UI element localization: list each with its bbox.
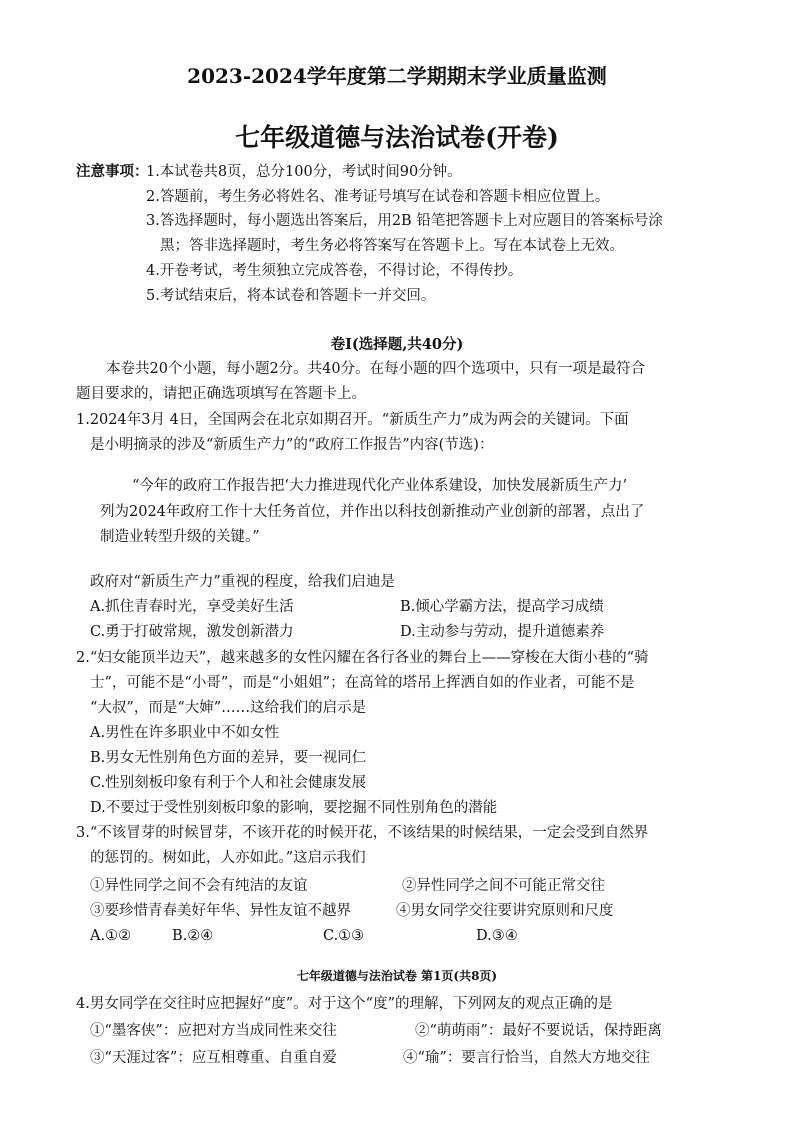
q3-stem: 的惩罚的。树如此，人亦如此。”这启示我们	[90, 850, 366, 866]
q2-option-b: B.男女无性别角色方面的差异，要一视同仁	[90, 750, 367, 766]
q3-option-b: B.②④	[172, 928, 214, 944]
q4-statement: ③“天涯过客”：应互相尊重、自重自爱	[90, 1050, 337, 1066]
q4-statement: ②“萌萌雨”：最好不要说话，保持距离	[415, 1023, 662, 1039]
q4-statement: ④“瑜”：要言行恰当，自然大方地交往	[403, 1050, 650, 1066]
q1-quote: 列为2024年政府工作十大任务首位，并作出以科技创新推动产业创新的部署，点出了	[100, 504, 645, 520]
q1-option-b: B.倾心学霸方法，提高学习成绩	[400, 599, 604, 615]
q1-option-d: D.主动参与劳动，提升道德素养	[400, 624, 605, 640]
q1-question: 政府对“新质生产力”重视的程度，给我们启迪是	[90, 574, 395, 590]
q2-option-c: C.性别刻板印象有利于个人和社会健康发展	[90, 775, 367, 791]
notice-label: 注意事项：	[76, 163, 149, 180]
q3-option-d: D.③④	[476, 928, 518, 944]
q3-option-c: C.①③	[323, 928, 365, 944]
q4-stem: 4.男女同学在交往时应把握好“度”。对于这个“度”的理解，下列网友的观点正确的是	[76, 996, 613, 1012]
q3-stem: 3.“不该冒芽的时候冒芽，不该开花的时候开花，不该结果的时候结果，一定会受到自然界	[76, 825, 649, 841]
notice-item: 4.开卷考试，考生须独立完成答卷，不得讨论，不得传抄。	[146, 263, 523, 279]
q3-statement: ③要珍惜青春美好年华、异性友谊不越界	[90, 903, 351, 919]
notice-item: 1.本试卷共8页，总分100分，考试时间90分钟。	[146, 164, 462, 180]
q1-stem: 1.2024年3月 4日，全国两会在北京如期召开。“新质生产力”成为两会的关键词。下面	[76, 412, 629, 428]
q1-option-c: C.勇于打破常规，激发创新潜力	[90, 624, 294, 640]
notice-item: 黑；答非选择题时，考生务必将答案写在答题卡上。写在本试卷上无效。	[160, 238, 624, 254]
q1-quote: “今年的政府工作报告把‘大力推进现代化产业体系建设，加快发展新质生产力’	[132, 478, 628, 494]
notice-item: 5.考试结束后，将本试卷和答题卡一并交回。	[146, 288, 436, 304]
q1-option-a: A.抓住青春时光，享受美好生活	[90, 599, 294, 615]
exam-subtitle: 七年级道德与法治试卷(开卷)	[235, 123, 559, 152]
q3-statement: ④男女同学交往要讲究原则和尺度	[396, 903, 614, 919]
notice-item: 2.答题前，考生务必将姓名、准考证号填写在试卷和答题卡相应位置上。	[146, 189, 610, 205]
q2-stem: 士”，可能不是“小哥”，而是“小姐姐”；在高耸的塔吊上挥洒自如的作业者，可能不是	[90, 675, 635, 691]
section-intro: 本卷共20个小题，每小题2分。共40分。在每小题的四个选项中，只有一项是最符合	[106, 361, 646, 377]
q2-stem: 2.“妇女能顶半边天”，越来越多的女性闪耀在各行各业的舞台上——穿梭在大街小巷的“骑	[76, 650, 649, 666]
q2-option-a: A.男性在许多职业中不如女性	[90, 725, 280, 741]
section-intro: 题目要求的，请把正确选项填写在答题卡上。	[76, 386, 366, 402]
q3-option-a: A.①②	[90, 928, 132, 944]
notice-item: 3.答选择题时，每小题选出答案后，用2B 铅笔把答题卡上对应题目的答案标号涂	[146, 213, 663, 229]
page-footer: 七年级道德与法治试卷 第1页(共8页)	[296, 969, 498, 983]
q2-stem: “大叔”，而是“大婶”……这给我们的启示是	[90, 700, 367, 716]
q1-stem: 是小明摘录的涉及“新质生产力”的“政府工作报告”内容(节选)：	[90, 437, 494, 453]
exam-title: 2023-2024学年度第二学期期末学业质量监测	[187, 64, 607, 88]
q2-option-d: D.不要过于受性别刻板印象的影响，要挖掘不同性别角色的潜能	[90, 800, 498, 816]
q3-statement: ②异性同学之间不可能正常交往	[402, 878, 605, 894]
section-title: 卷Ⅰ(选择题,共40分)	[330, 336, 464, 353]
q1-quote: 制造业转型升级的关键。”	[100, 529, 260, 545]
q3-statement: ①异性同学之间不会有纯洁的友谊	[90, 878, 308, 894]
q4-statement: ①“墨客侠”：应把对方当成同性来交往	[90, 1023, 337, 1039]
